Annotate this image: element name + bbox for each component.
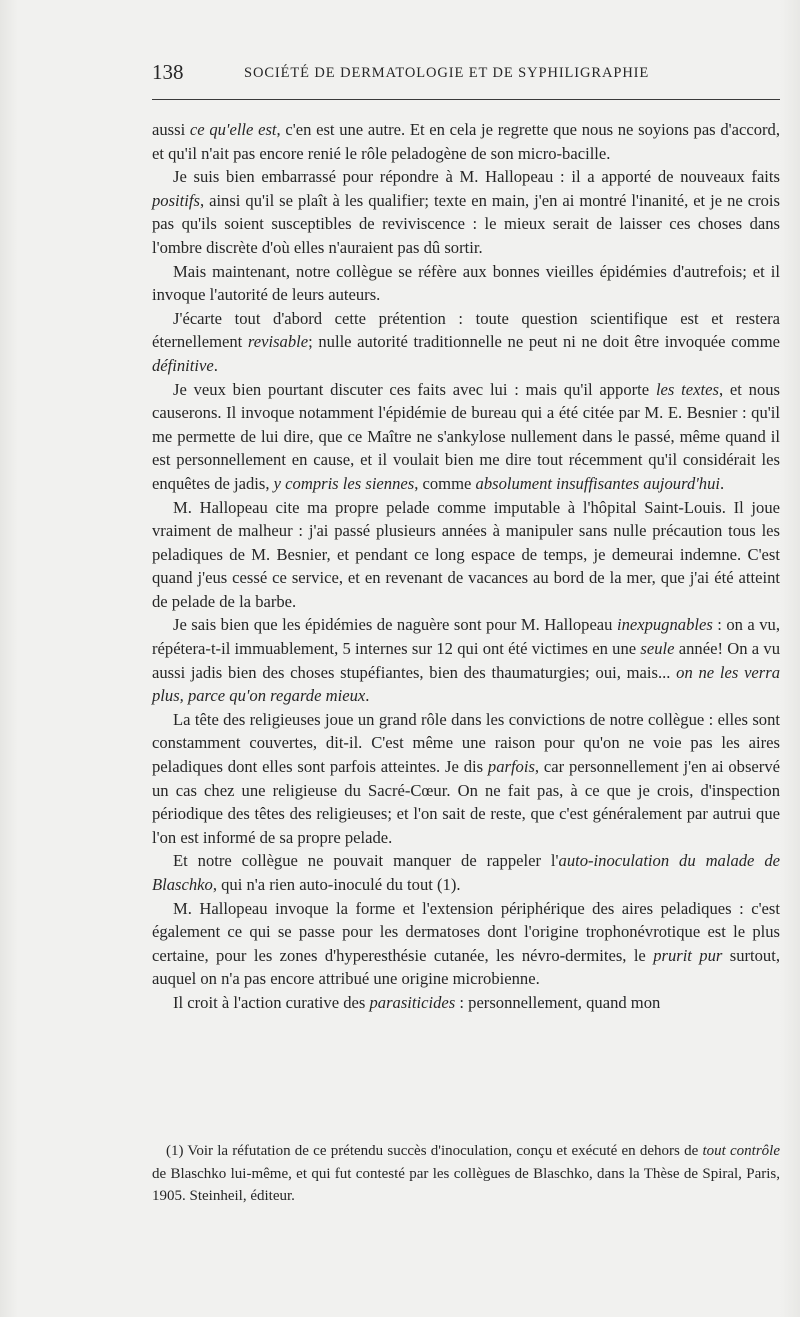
text-run: .	[365, 686, 370, 706]
italic-phrase: ce qu'elle est	[189, 120, 277, 139]
text-run: , et nous causerons. Il invoque notamment l'épidémie de bureau qui a été citée par M. E. Besnier : qu'il me permette de lui dire, que ce Maître ne s'ankylose nullement dans le passé, même quand il est personnellement en cause, et il voulait bien me dire tout récemment qu'il considérait les enquêtes de jadis,	[152, 379, 780, 493]
italic-phrase: absolument insuffisantes aujourd'hui	[475, 473, 720, 493]
header-rule	[152, 99, 780, 100]
text-run: de Blaschko lui-même, et qui fut contesté par les collègues de Blaschko, dans la Thèse de Spiral, Paris, 1905. Steinheil, éditeur.	[152, 1165, 780, 1204]
paragraph	[152, 260, 780, 307]
text-run: année! On a vu aussi jadis bien des choses stupéfiantes, bien des thaumaturgies; oui, mais...	[152, 639, 780, 682]
text-run: Je veux bien pourtant discuter ces faits avec lui : mais qu'il apporte	[173, 379, 656, 399]
text-run: .	[213, 355, 218, 375]
text-run: : on a vu, répétera-t-il immuablement, 5 internes sur 12 qui ont été victimes en une	[152, 615, 781, 659]
paragraph	[152, 307, 780, 378]
paragraph	[152, 708, 780, 850]
text-run: ; nulle autorité traditionnelle ne peut ni ne doit être invoquée comme	[308, 332, 780, 352]
text-run: surtout, auquel on n'a pas encore attribué une origine microbienne.	[152, 945, 780, 989]
italic-phrase: prurit pur	[653, 945, 723, 965]
italic-phrase: y compris les siennes	[273, 473, 415, 493]
paragraph	[152, 849, 780, 896]
italic-phrase: inexpugnables	[616, 615, 713, 635]
text-run: La tête des religieuses joue un grand rôle dans les convictions de notre collègue : elles sont constamment couvertes, dit-il. C'est même une raison pour qu'on ne voie pas les aires peladiques dont elles sont parfois atteintes. Je dis	[152, 709, 780, 777]
text-run: , comme	[414, 473, 476, 493]
footnotes	[152, 1140, 780, 1208]
text-run: , c'en est une autre. Et en cela je regrette que nous ne soyions pas d'accord, et qu'il n'ait pas encore renié le rôle peladogène de son micro-bacille.	[152, 120, 780, 163]
paragraph	[152, 897, 780, 991]
text-run: Et notre collègue ne pouvait manquer de rappeler l'	[173, 851, 559, 871]
footnote	[152, 1140, 780, 1208]
text-run: : personnellement, quand mon	[455, 992, 661, 1012]
running-title: SOCIÉTÉ DE DERMATOLOGIE ET DE SYPHILIGRAPHIE	[244, 65, 650, 81]
italic-phrase: auto-inoculation du malade de Blaschko	[152, 851, 780, 894]
text-run: Il croit à l'action curative des	[173, 992, 370, 1012]
text-run: (1) Voir la réfutation de ce prétendu succès d'inoculation, conçu et exécuté en dehors de	[166, 1143, 703, 1159]
text-run: M. Hallopeau cite ma propre pelade comme imputable à l'hôpital Saint-Louis. Il joue vraiment de malheur : j'ai passé plusieurs années à manipuler sans nulle précaution tous les peladiques de M. Besnier, et pendant ce long espace de temps, je demeurai indemne. C'est quand j'eus cessé ce service, et en revenant de vacances au bord de la mer, que j'ai été atteint de pelade de la barbe.	[152, 497, 780, 611]
text-run: .	[720, 473, 725, 493]
text-run: aussi	[152, 120, 190, 139]
paragraph	[152, 991, 780, 1015]
paragraph	[152, 496, 780, 614]
text-run: Je sais bien que les épidémies de naguère sont pour M. Hallopeau	[173, 615, 617, 635]
paragraph	[152, 118, 780, 165]
italic-phrase: les textes	[655, 379, 719, 399]
paragraph	[152, 165, 780, 259]
italic-phrase: parasiticides	[369, 992, 456, 1012]
page-number: 138	[152, 60, 184, 84]
italic-phrase: définitive	[152, 355, 214, 375]
italic-phrase: parfois	[487, 757, 535, 777]
italic-phrase: on ne les verra plus, parce qu'on regarde mieux	[152, 662, 781, 706]
text-run: M. Hallopeau invoque la forme et l'extension périphérique des aires peladiques : c'est également ce qui se passe pour les dermatoses dont l'origine trophonévrotique est le plus certaine, pour les zones d'hyperesthésie cutanée, les névro-dermites, le	[152, 898, 780, 965]
text-run: Je suis bien embarrassé pour répondre à M. Hallopeau : il a apporté de nouveaux faits	[173, 167, 780, 187]
italic-phrase: revisable	[247, 332, 309, 352]
italic-phrase: positifs	[152, 190, 200, 210]
body-text	[152, 118, 780, 1015]
paragraph	[152, 613, 780, 707]
text-run: Mais maintenant, notre collègue se réfère aux bonnes vieilles épidémies d'autrefois; et il invoque l'autorité de leurs auteurs.	[152, 261, 780, 305]
italic-phrase: seule	[640, 639, 675, 659]
italic-phrase: tout contrôle	[702, 1143, 780, 1159]
paragraph	[152, 378, 780, 496]
running-header	[152, 60, 782, 88]
text-run: , ainsi qu'il se plaît à les qualifier; texte en main, j'en ai montré l'inanité, et je ne crois pas qu'ils soient susceptibles de reviviscence : le mieux serait de laisser ces choses dans l'ombre discrète d'où elles n'auraient pas dû sortir.	[152, 190, 780, 257]
text-run: , qui n'a rien auto-inoculé du tout (1).	[212, 875, 461, 894]
text-run: J'écarte tout d'abord cette prétention : toute question scientifique est et restera éternellement	[152, 308, 780, 352]
text-run: , car personnellement j'en ai observé un cas chez une religieuse du Sacré-Cœur. On ne fait pas, à ce que je crois, d'inspection périodique des têtes des religieuses; et l'on sait de reste, que c'est généralement par autrui que l'on est informé de sa propre pelade.	[152, 757, 780, 847]
